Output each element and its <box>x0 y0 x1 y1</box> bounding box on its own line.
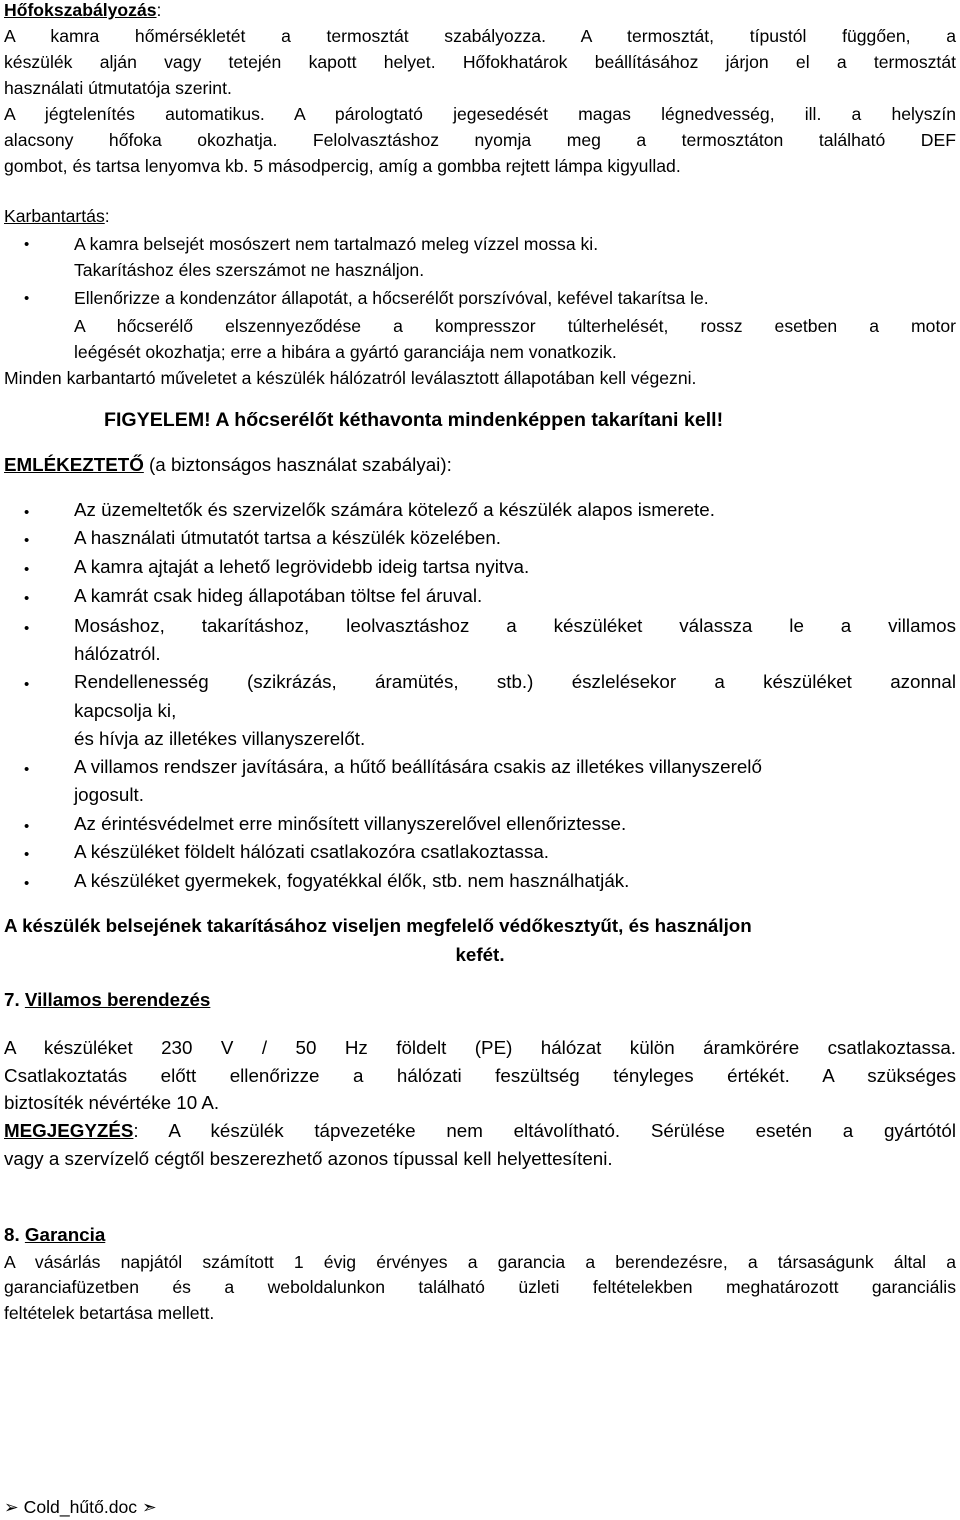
list-item: A kamra ajtaját a lehető legrövidebb ideig tartsa nyitva. <box>74 556 530 577</box>
bullet-icon: • <box>24 561 30 578</box>
list-item: A kamra belsejét mosószert nem tartalmazó meleg vízzel mossa ki. <box>74 234 599 254</box>
list-item: A villamos rendszer javítására, a hűtő beállítására csakis az illetékes villanyszerelő <box>74 756 762 777</box>
bullet-icon: • <box>24 290 30 307</box>
heading-text: Garancia <box>24 1224 106 1245</box>
heading-number: 8. <box>4 1224 25 1245</box>
paragraph-line: készülék alján vagy tetején kapott helyet. Hőfokhatárok beállításához járjon el a termosztát <box>4 52 956 72</box>
paragraph-line: biztosíték névértéke 10 A. <box>4 1092 220 1113</box>
paragraph-line: A jégtelenítés automatikus. A párologtató jegesedését magas légnedvesség, ill. a helyszín <box>4 104 956 124</box>
warning-text: FIGYELEM! A hőcserélőt kéthavonta mindenképpen takarítani kell! <box>104 409 724 431</box>
note-line: vagy a szervízelő cégtől beszerezhető azonos típussal kell helyettesíteni. <box>4 1148 613 1169</box>
paragraph-line: A készüléket 230 V / 50 Hz földelt (PE) hálózat külön áramkörére csatlakoztassa. <box>4 1037 956 1058</box>
heading-text: EMLÉKEZTETŐ <box>4 454 144 475</box>
bullet-icon: • <box>24 236 30 253</box>
list-item: Mosáshoz, takarításhoz, leolvasztáshoz a készüléket válassza le a villamos <box>74 615 956 636</box>
list-item: Ellenőrizze a kondenzátor állapotát, a hőcserélőt porszívóval, kefével takarítsa le. <box>74 288 709 308</box>
gloves-notice-line: A készülék belsejének takarításához viseljen megfelelő védőkesztyűt, és használjon <box>4 915 752 936</box>
list-item: A készüléket gyermekek, fogyatékkal élők, stb. nem használhatják. <box>74 870 630 891</box>
heading-text: Karbantartás <box>4 206 105 226</box>
arrow-left-icon: ➣ <box>142 1497 157 1517</box>
heading-number: 7. <box>4 989 25 1010</box>
bullet-icon: • <box>24 761 30 778</box>
heading-rest: (a biztonságos használat szabályai): <box>143 454 452 475</box>
heading-text: Villamos berendezés <box>24 989 211 1010</box>
list-item: Az érintésvédelmet erre minősített villanyszerelővel ellenőriztesse. <box>74 813 627 834</box>
paragraph-line: használati útmutatója szerint. <box>4 78 232 98</box>
list-item-continuation: leégését okozhatja; erre a hibára a gyártó garanciája nem vonatkozik. <box>74 342 617 362</box>
section-heading-hofok <box>4 0 956 23</box>
bullet-icon: • <box>24 875 30 892</box>
list-item: Rendellenesség (szikrázás, áramütés, stb.) észlelésekor a készüléket azonnal <box>74 671 956 692</box>
section-heading-karbantartas <box>4 203 956 229</box>
bullet-icon: • <box>24 590 30 607</box>
list-item-continuation: kapcsolja ki, <box>74 700 177 721</box>
paragraph-line: feltételek betartása mellett. <box>4 1303 215 1323</box>
list-item: A készüléket földelt hálózati csatlakozóra csatlakoztassa. <box>74 841 549 862</box>
paragraph-line: A kamra hőmérsékletét a termosztát szabályozza. A termosztát, típustól függően, a <box>4 26 956 46</box>
note-text: : A készülék tápvezetéke nem eltávolítható. Sérülése esetén a gyártótól <box>133 1120 956 1141</box>
heading-colon: : <box>104 206 110 226</box>
paragraph-line: garanciafüzetben és a weboldalunkon található üzleti feltételekben meghatározott garanciális <box>4 1277 956 1297</box>
arrow-right-icon: ➢ <box>4 1497 19 1517</box>
maintenance-footer-line: Minden karbantartó műveletet a készülék hálózatról leválasztott állapotában kell végezni. <box>4 368 697 388</box>
paragraph-line: Csatlakoztatás előtt ellenőrizze a hálózati feszültség tényleges értékét. A szükséges <box>4 1065 956 1086</box>
section-heading-electrical <box>4 986 956 1014</box>
bullet-icon: • <box>24 846 30 863</box>
bullet-icon: • <box>24 620 30 637</box>
list-item: Az üzemeltetők és szervizelők számára kötelező a készülék alapos ismerete. <box>74 499 715 520</box>
page-footer <box>4 1494 157 1520</box>
list-item-continuation: A hőcserélő elszennyeződése a kompresszor túlterhelését, rossz esetben a motor <box>74 316 956 336</box>
paragraph-line: alacsony hőfoka okozhatja. Felolvasztáshoz nyomja meg a termosztáton található DEF <box>4 130 956 150</box>
list-item: A kamrát csak hideg állapotában töltse fel áruval. <box>74 585 483 606</box>
heading-colon: : <box>156 0 162 20</box>
bullet-icon: • <box>24 818 30 835</box>
list-item-continuation: jogosult. <box>74 784 144 805</box>
heading-text: Hőfokszabályozás <box>4 0 157 20</box>
gloves-notice-line: kefét. <box>455 944 505 965</box>
list-item: A használati útmutatót tartsa a készülék közelében. <box>74 527 501 548</box>
bullet-icon: • <box>24 504 30 521</box>
list-item-continuation: hálózatról. <box>74 643 161 664</box>
bullet-icon: • <box>24 676 30 693</box>
note-line <box>4 1117 956 1145</box>
footer-filename: Cold_hűtő.doc <box>23 1497 138 1517</box>
paragraph-line: A vásárlás napjától számított 1 évig érvényes a garancia a berendezésre, a társaságunk által a <box>4 1252 956 1272</box>
bullet-icon: • <box>24 532 30 549</box>
section-heading-warranty <box>4 1221 956 1249</box>
reminder-heading <box>4 451 956 479</box>
note-label: MEGJEGYZÉS <box>4 1120 134 1141</box>
paragraph-line: gombot, és tartsa lenyomva kb. 5 másodpercig, amíg a gombba rejtett lámpa kigyullad. <box>4 156 681 176</box>
list-item-continuation: Takarításhoz éles szerszámot ne használjon. <box>74 260 425 280</box>
list-item-continuation: és hívja az illetékes villanyszerelőt. <box>74 728 366 749</box>
